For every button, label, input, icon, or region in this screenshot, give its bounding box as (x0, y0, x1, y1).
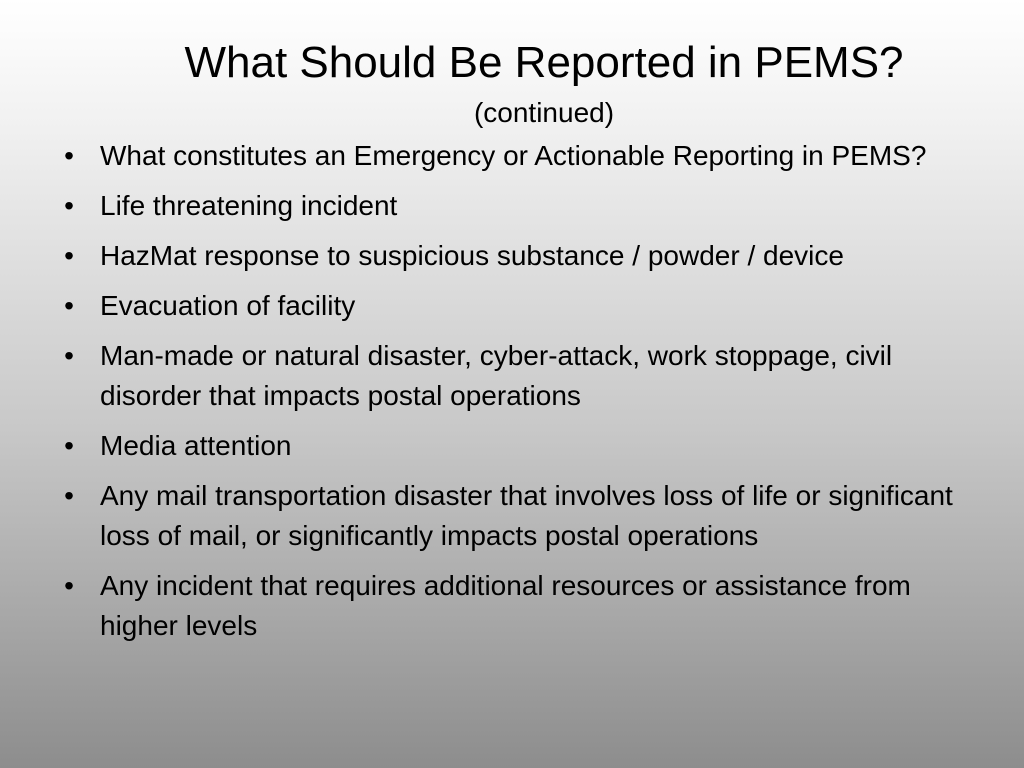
bullet-text: Life threatening incident (100, 190, 398, 221)
bullet-text: HazMat response to suspicious substance / powder / device (100, 240, 844, 271)
bullet-icon: • (64, 340, 74, 371)
bullet-item (56, 426, 956, 466)
slide-subtitle: (continued) (473, 97, 615, 128)
bullet-icon: • (64, 240, 74, 271)
bullet-icon: • (64, 140, 74, 171)
bullet-item (56, 236, 956, 276)
slide-title: What Should Be Reported in PEMS? (184, 38, 904, 87)
bullet-item (56, 566, 956, 646)
bullet-item (56, 186, 956, 226)
bullet-text: Any mail transportation disaster that involves loss of life or significant loss of mail, or significantly impacts postal operations (100, 480, 953, 551)
bullet-icon: • (64, 190, 74, 221)
bullet-list (56, 136, 956, 656)
bullet-text: What constitutes an Emergency or Actionable Reporting in PEMS? (100, 140, 927, 171)
bullet-icon: • (64, 290, 74, 321)
bullet-item (56, 136, 956, 176)
bullet-icon: • (64, 570, 74, 601)
bullet-item (56, 336, 956, 416)
bullet-text: Man-made or natural disaster, cyber-attack, work stoppage, civil disorder that impacts postal operations (100, 340, 893, 411)
bullet-text: Evacuation of facility (100, 290, 356, 321)
bullet-item (56, 286, 956, 326)
bullet-text: Media attention (100, 430, 292, 461)
bullet-icon: • (64, 480, 74, 511)
bullet-text: Any incident that requires additional resources or assistance from higher levels (100, 570, 911, 641)
bullet-item (56, 476, 956, 556)
bullet-icon: • (64, 430, 74, 461)
